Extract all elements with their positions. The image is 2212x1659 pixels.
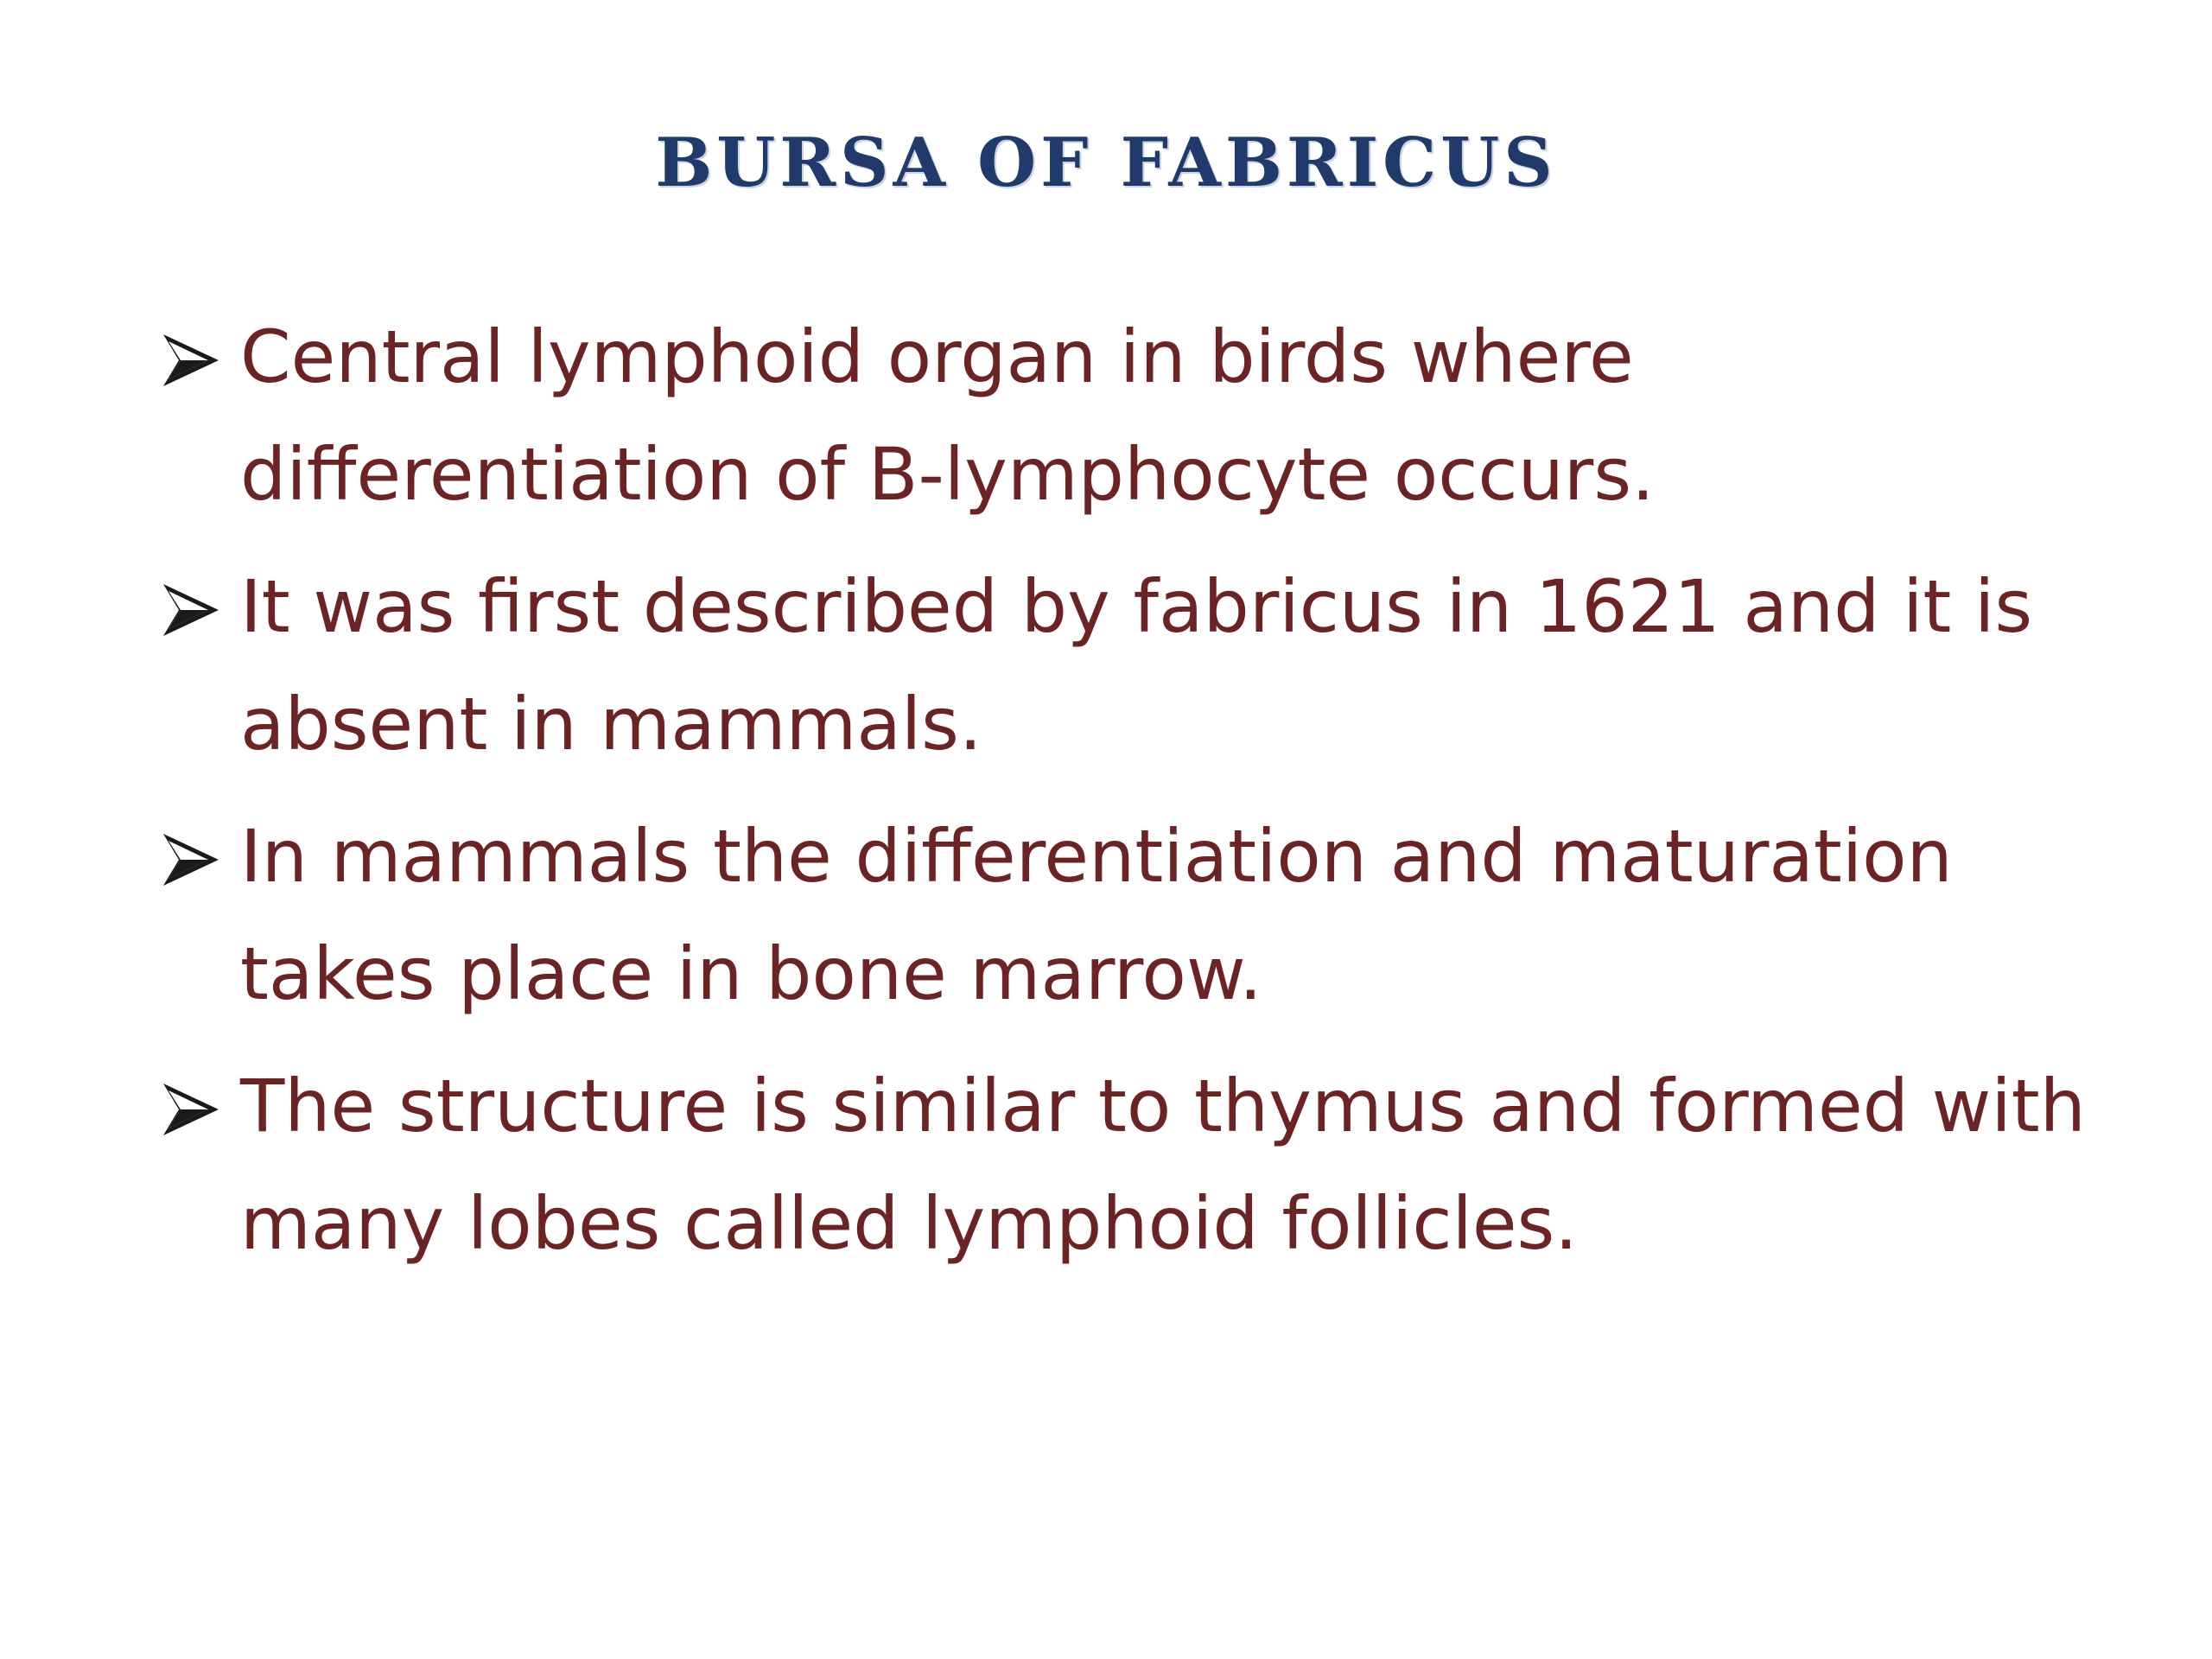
bullet-item: [160, 298, 2147, 533]
arrow-bullet-icon: [160, 329, 222, 391]
bullet-item: [160, 798, 2147, 1033]
arrow-bullet-icon: [160, 1078, 222, 1141]
bullet-text: The structure is similar to thymus and formed with many lobes called lymphoid follicles.: [240, 1064, 2086, 1266]
slide-title: BURSA OF FABRICUS: [655, 124, 1557, 202]
bullet-list: [160, 298, 2147, 1297]
bullet-item: [160, 548, 2147, 783]
bullet-text: It was first described by fabricus in 1621 and it is absent in mammals.: [240, 564, 2033, 766]
arrow-bullet-icon: [160, 829, 222, 891]
bullet-item: [160, 1047, 2147, 1282]
bullet-text: In mammals the differentiation and maturation takes place in bone marrow.: [240, 814, 1953, 1016]
arrow-bullet-icon: [160, 579, 222, 641]
bullet-text: Central lymphoid organ in birds where differentiation of B-lymphocyte occurs.: [240, 315, 1655, 517]
